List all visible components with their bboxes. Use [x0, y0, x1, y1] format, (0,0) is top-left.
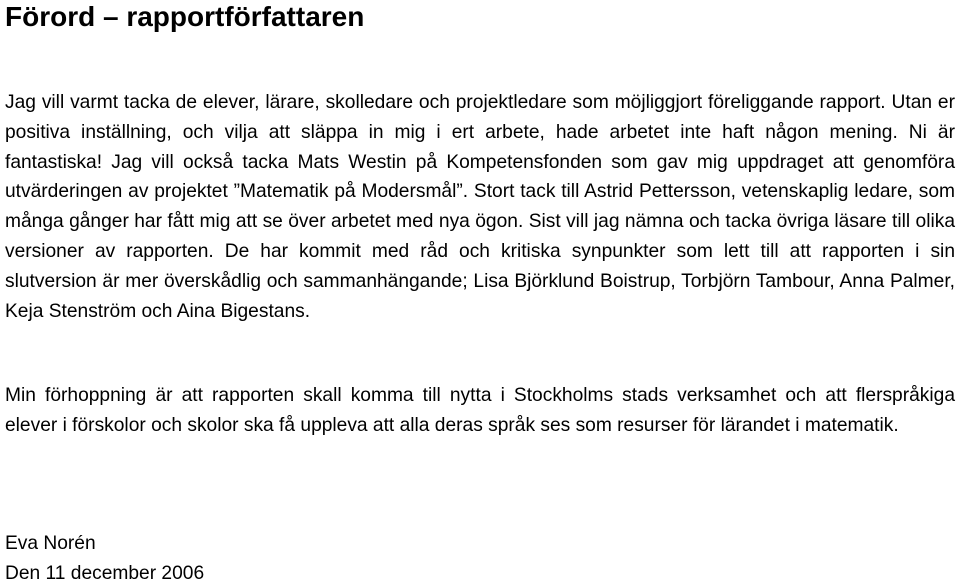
signature-date: Den 11 december 2006	[5, 563, 205, 584]
paragraph-acknowledgements: Jag vill varmt tacka de elever, lärare, skolledare och projektledare som möjliggjort föreliggande rapport. Utan er positiva inställning, och vilja att släppa in mig i ert arbete, hade arbetet inte haft någon mening. Ni är fantastiska! Jag vill också tacka Mats Westin på Kompetensfonden som gav mig uppdraget att genomföra utvärderingen av projektet ”Matematik på Modersmål”. Stort tack till Astrid Pettersson, vetenskaplig ledare, som många gånger har fått mig att se över arbetet med nya ögon. Sist vill jag nämna och tacka övriga läsare till olika versioner av rapporten. De har kommit med råd och kritiska synpunkter som lett till att rapporten i sin slutversion är mer överskådlig och sammanhängande; Lisa Björklund Boistrup, Torbjörn Tambour, Anna Palmer, Keja Stenström och Aina Bigestans.	[5, 92, 955, 322]
signature-name: Eva Norén	[5, 533, 96, 554]
page-title: Förord – rapportförfattaren	[5, 1, 365, 32]
paragraph-hope: Min förhoppning är att rapporten skall komma till nytta i Stockholms stads verksamhet och att flerspråkiga elever i förskolor och skolor ska få uppleva att alla deras språk ses som resurser för lärandet i matematik.	[5, 385, 955, 436]
